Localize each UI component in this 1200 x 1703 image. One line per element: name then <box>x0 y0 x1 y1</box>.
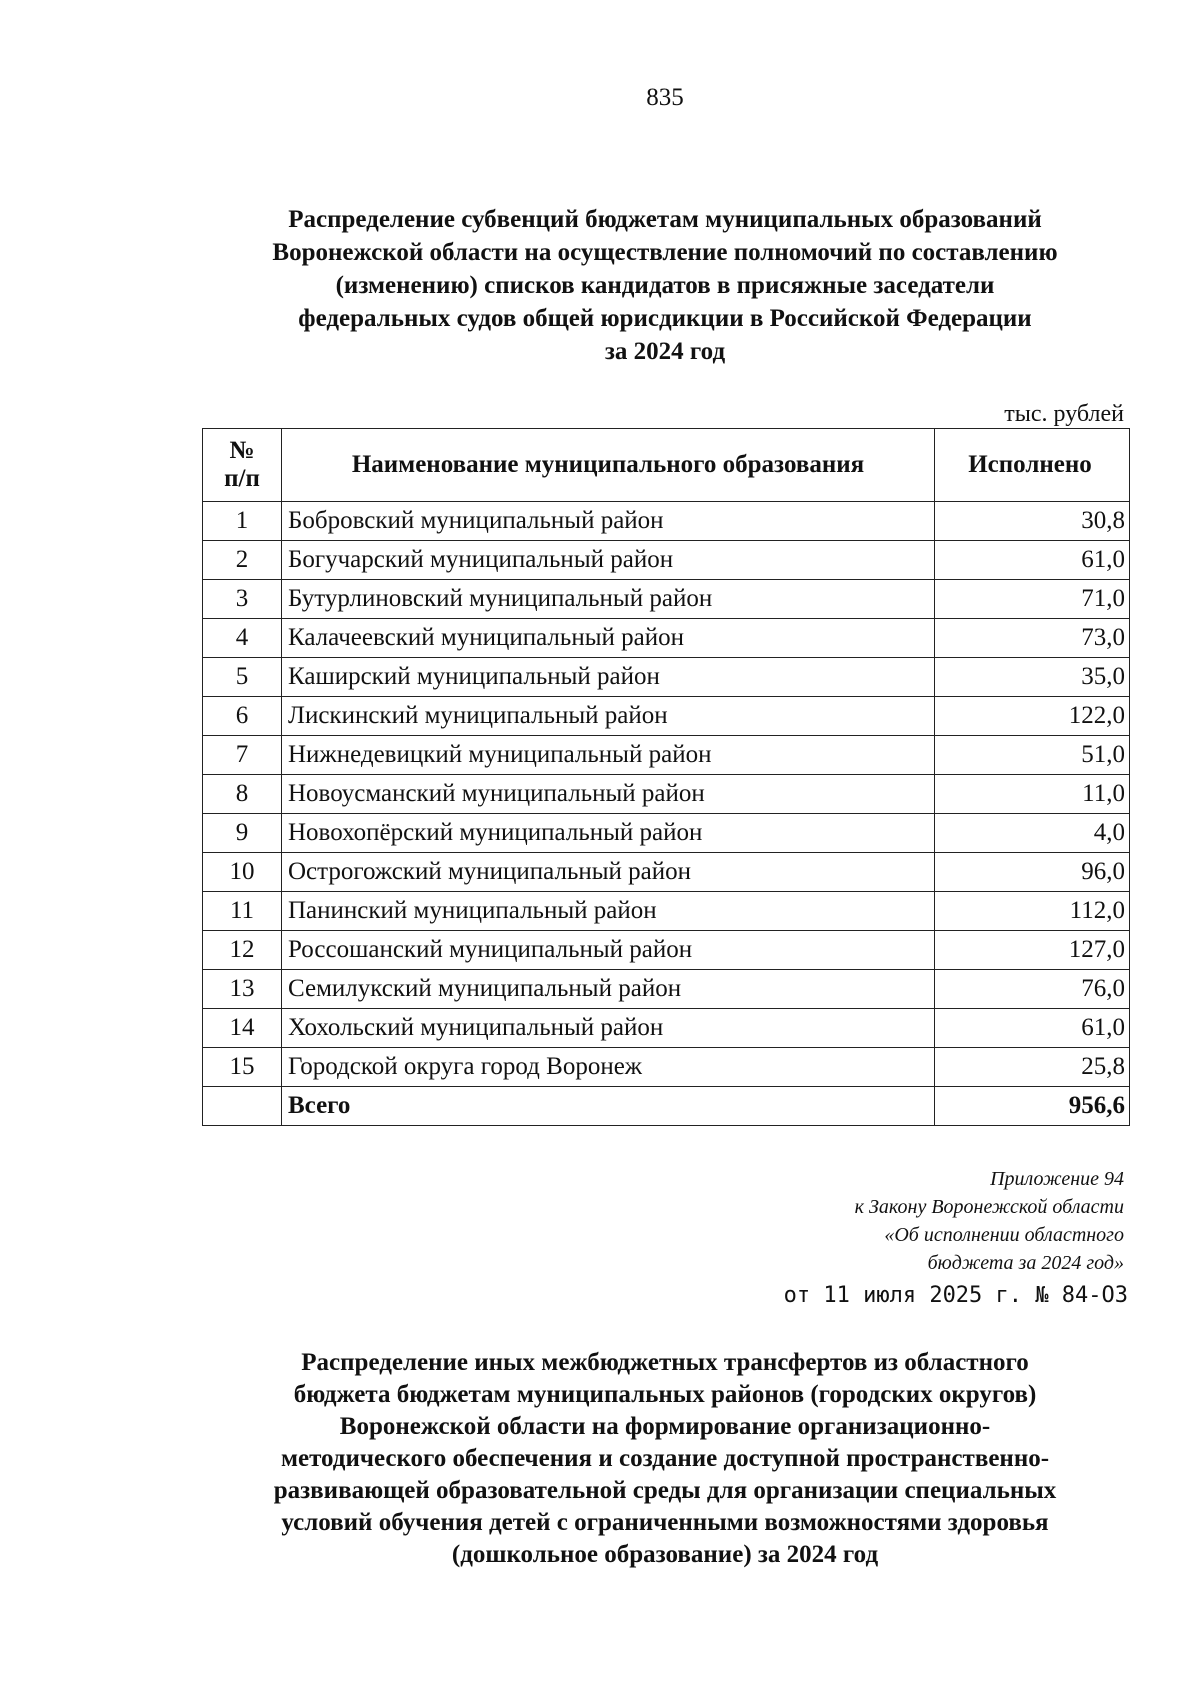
row-name: Каширский муниципальный район <box>282 658 935 697</box>
row-value: 4,0 <box>935 814 1130 853</box>
section2-title <box>170 1347 1160 1571</box>
section2-title-line: методического обеспечения и создание доступной пространственно- <box>280 1445 1050 1472</box>
row-value: 112,0 <box>935 892 1130 931</box>
row-name: Россошанский муниципальный район <box>282 931 935 970</box>
row-value: 122,0 <box>935 697 1130 736</box>
section1-title-line: (изменению) списков кандидатов в присяжные заседатели <box>335 272 995 299</box>
row-value: 35,0 <box>935 658 1130 697</box>
row-value: 51,0 <box>935 736 1130 775</box>
row-name: Новохопёрский муниципальный район <box>282 814 935 853</box>
section2-title-line: Воронежской области на формирование организационно- <box>339 1413 991 1440</box>
row-number: 15 <box>203 1048 282 1087</box>
row-value: 73,0 <box>935 619 1130 658</box>
table-row <box>203 1048 1130 1087</box>
table-row <box>203 580 1130 619</box>
table-row <box>203 1009 1130 1048</box>
appendix-date: от 11 июля 2025 г. № 84-ОЗ <box>783 1283 1128 1308</box>
header-name: Наименование муниципального образования <box>282 429 935 502</box>
table-row <box>203 970 1130 1009</box>
table-row <box>203 658 1130 697</box>
row-number: 10 <box>203 853 282 892</box>
table-row <box>203 619 1130 658</box>
header-number <box>203 429 282 502</box>
row-number: 13 <box>203 970 282 1009</box>
row-number: 6 <box>203 697 282 736</box>
table-row <box>203 853 1130 892</box>
table-row <box>203 775 1130 814</box>
row-name: Панинский муниципальный район <box>282 892 935 931</box>
header-value: Исполнено <box>935 429 1130 502</box>
row-name: Городской округа город Воронеж <box>282 1048 935 1087</box>
row-value: 76,0 <box>935 970 1130 1009</box>
page-number: 835 <box>646 84 684 111</box>
row-number: 12 <box>203 931 282 970</box>
row-value: 127,0 <box>935 931 1130 970</box>
header-number-line2: п/п <box>224 465 260 492</box>
section2-title-line: условий обучения детей с ограниченными возможностями здоровья <box>281 1509 1049 1536</box>
appendix-line: к Закону Воронежской области <box>854 1196 1124 1218</box>
row-value: 25,8 <box>935 1048 1130 1087</box>
row-name: Богучарский муниципальный район <box>282 541 935 580</box>
table-row <box>203 736 1130 775</box>
row-value: 96,0 <box>935 853 1130 892</box>
row-value: 61,0 <box>935 541 1130 580</box>
header-number-line1: № <box>229 437 255 464</box>
row-name: Бутурлиновский муниципальный район <box>282 580 935 619</box>
units-label: тыс. рублей <box>1004 401 1124 427</box>
section1-title <box>170 203 1160 368</box>
row-number: 11 <box>203 892 282 931</box>
row-number: 3 <box>203 580 282 619</box>
section1-title-line: Распределение субвенций бюджетам муниципальных образований <box>288 206 1042 233</box>
row-name: Хохольский муниципальный район <box>282 1009 935 1048</box>
row-number: 14 <box>203 1009 282 1048</box>
row-number: 5 <box>203 658 282 697</box>
row-name: Лискинский муниципальный район <box>282 697 935 736</box>
row-number: 9 <box>203 814 282 853</box>
section2-title-line: развивающей образовательной среды для организации специальных <box>273 1477 1057 1504</box>
row-name: Острогожский муниципальный район <box>282 853 935 892</box>
row-name: Новоусманский муниципальный район <box>282 775 935 814</box>
row-value: 61,0 <box>935 1009 1130 1048</box>
section1-title-line: федеральных судов общей юрисдикции в Российской Федерации <box>298 305 1032 332</box>
table-row <box>203 502 1130 541</box>
appendix-line: бюджета за 2024 год» <box>927 1252 1124 1274</box>
row-value: 11,0 <box>935 775 1130 814</box>
table-header-row <box>203 429 1130 502</box>
section1-title-line: Воронежской области на осуществление полномочий по составлению <box>272 239 1058 266</box>
appendix-line: Приложение 94 <box>990 1168 1124 1190</box>
total-empty-cell <box>203 1087 282 1126</box>
total-row <box>203 1087 1130 1126</box>
row-number: 2 <box>203 541 282 580</box>
row-number: 8 <box>203 775 282 814</box>
table-row <box>203 892 1130 931</box>
section2-title-line: Распределение иных межбюджетных трансфертов из областного <box>301 1349 1029 1376</box>
table-row <box>203 814 1130 853</box>
table-row <box>203 541 1130 580</box>
row-number: 7 <box>203 736 282 775</box>
total-label: Всего <box>282 1087 935 1126</box>
section2-title-line: (дошкольное образование) за 2024 год <box>451 1541 879 1568</box>
total-value: 956,6 <box>935 1087 1130 1126</box>
row-name: Семилукский муниципальный район <box>282 970 935 1009</box>
table-row <box>203 931 1130 970</box>
row-value: 30,8 <box>935 502 1130 541</box>
row-value: 71,0 <box>935 580 1130 619</box>
row-name: Калачеевский муниципальный район <box>282 619 935 658</box>
row-number: 1 <box>203 502 282 541</box>
row-number: 4 <box>203 619 282 658</box>
subvention-table <box>202 428 1130 1126</box>
section2-title-line: бюджета бюджетам муниципальных районов (городских округов) <box>293 1381 1037 1408</box>
section1-title-line: за 2024 год <box>604 338 726 365</box>
row-name: Бобровский муниципальный район <box>282 502 935 541</box>
row-name: Нижнедевицкий муниципальный район <box>282 736 935 775</box>
appendix-block <box>855 1165 1124 1277</box>
appendix-line: «Об исполнении областного <box>884 1224 1124 1246</box>
table-row <box>203 697 1130 736</box>
